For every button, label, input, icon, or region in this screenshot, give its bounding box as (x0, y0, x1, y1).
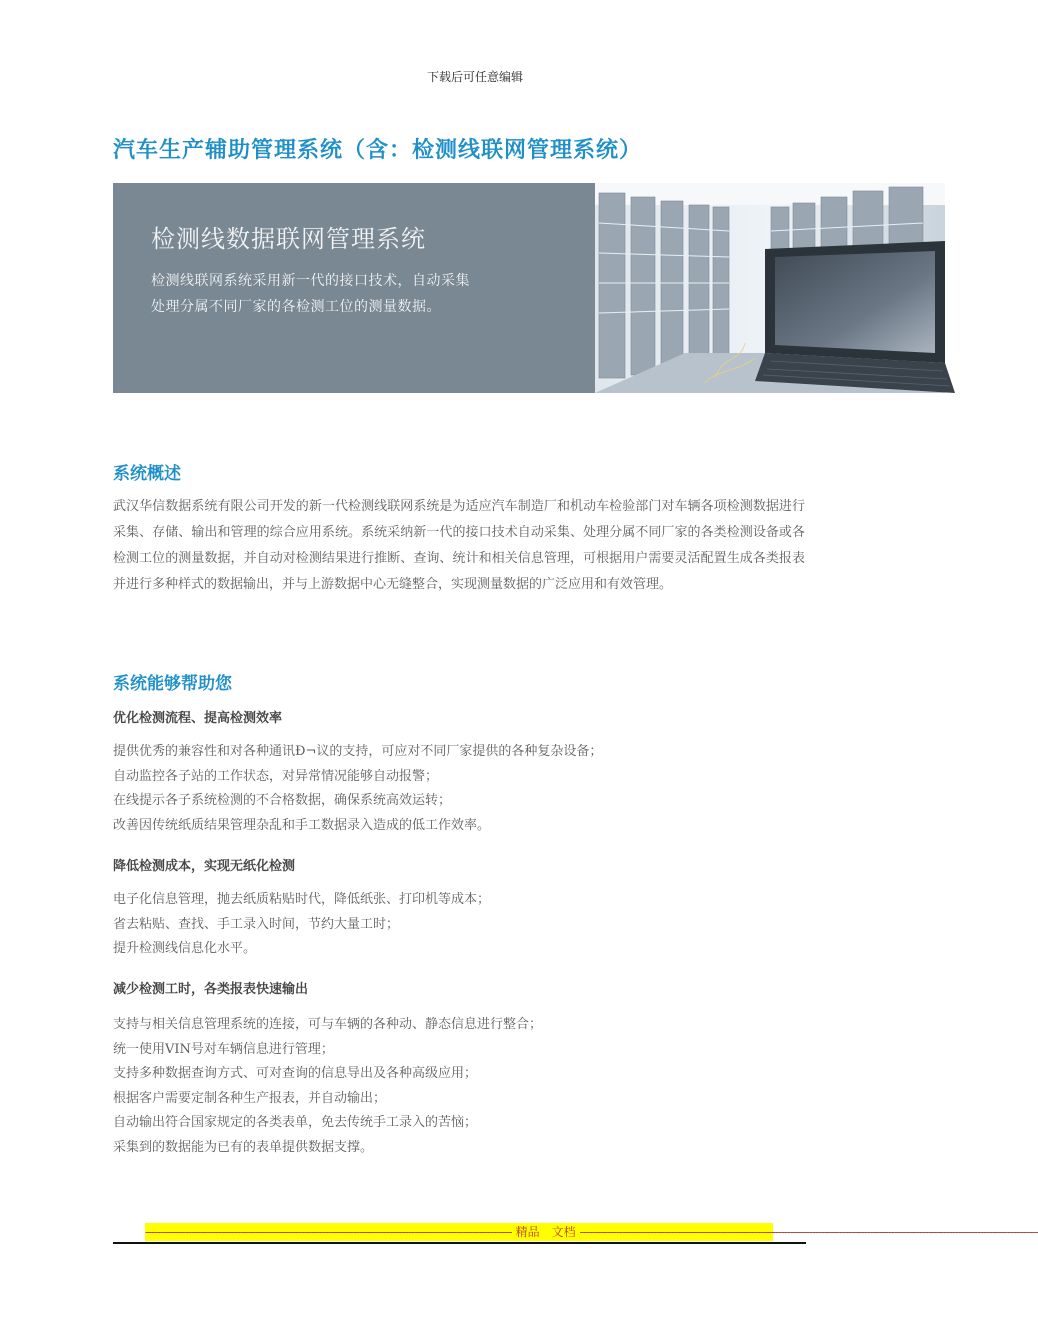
list-item: 支持与相关信息管理系统的连接，可与车辆的各种动、静态信息进行整合； (113, 1017, 543, 1032)
list-item: 采集到的数据能为已有的表单提供数据支撑。 (113, 1139, 374, 1155)
list-item: 自动输出符合国家规定的各类表单，免去传统手工录入的苦恼； (113, 1115, 478, 1130)
banner-heading: 检测线数据联网管理系统 (151, 225, 426, 253)
server-room-image (595, 183, 945, 393)
feature-list (113, 1013, 805, 1160)
banner-line: 检测线联网系统采用新一代的接口技术，自动采集 (151, 273, 470, 289)
section-heading-overview: 系统概述 (113, 464, 181, 484)
sub-heading: 减少检测工时，各类报表快速输出 (113, 982, 309, 997)
footer-banner (145, 1223, 1038, 1241)
list-item: 省去粘贴、查找、手工录入时间，节约大量工时； (113, 916, 400, 932)
banner-line: 处理分属不同厂家的各检测工位的测量数据。 (151, 299, 441, 315)
list-item: 提供优秀的兼容性和对各种通讯Ð¬议的支持，可应对不同厂家提供的各种复杂设备； (113, 744, 603, 759)
sub-heading: 优化检测流程、提高检测效率 (113, 711, 283, 726)
banner (113, 183, 945, 393)
list-item: 支持多种数据查询方式、可对查询的信息导出及各种高级应用； (113, 1066, 478, 1081)
list-item: 在线提示各子系统检测的不合格数据，确保系统高效运转； (113, 793, 452, 808)
header-note: 下载后可任意编辑 (426, 70, 523, 84)
list-item: 根据客户需要定制各种生产报表，并自动输出； (113, 1090, 387, 1106)
list-item: 改善因传统纸质结果管理杂乱和手工数据录入造成的低工作效率。 (113, 817, 491, 833)
section-heading-help: 系统能够帮助您 (113, 674, 232, 694)
list-item: 电子化信息管理，抛去纸质粘贴时代，降低纸张、打印机等成本； (113, 892, 491, 907)
list-item: 提升检测线信息化水平。 (113, 941, 257, 956)
list-item: 统一使用VIN号对车辆信息进行管理； (113, 1041, 334, 1057)
feature-list (113, 740, 805, 838)
overview-paragraph: 武汉华信数据系统有限公司开发的新一代检测线联网系统是为适应汽车制造厂和机动车检验部门对车辆各项检测数据进行采集、存储、输出和管理的综合应用系统。系统采纳新一代的接口技术自动采集、处理分属不同厂家的各类检测设备或各检测工位的测量数据，并自动对检测结果进行推断、查询、统计和相关信息管理，可根据用户需要灵活配置生成各类报表并进行多种样式的数据输出，并与上游数据中心无缝整合，实现测量数据的广泛应用和有效管理。 (113, 499, 805, 592)
footer-dashes: ------------------------------------------------------------------------------------------------------------------------ (145, 1225, 512, 1239)
footer-rule (113, 1242, 806, 1244)
document-title: 汽车生产辅助管理系统（含：检测线联网管理系统） (113, 138, 643, 163)
footer-label: 精品 文档 (515, 1225, 576, 1239)
footer-dashes: ------------------------------------------------------------------------------------------------------------------------------------------------------ (579, 1225, 1038, 1239)
banner-text (151, 219, 571, 320)
feature-list (113, 888, 805, 962)
sub-heading: 降低检测成本，实现无纸化检测 (113, 859, 296, 874)
list-item: 自动监控各子站的工作状态，对异常情况能够自动报警； (113, 768, 439, 784)
